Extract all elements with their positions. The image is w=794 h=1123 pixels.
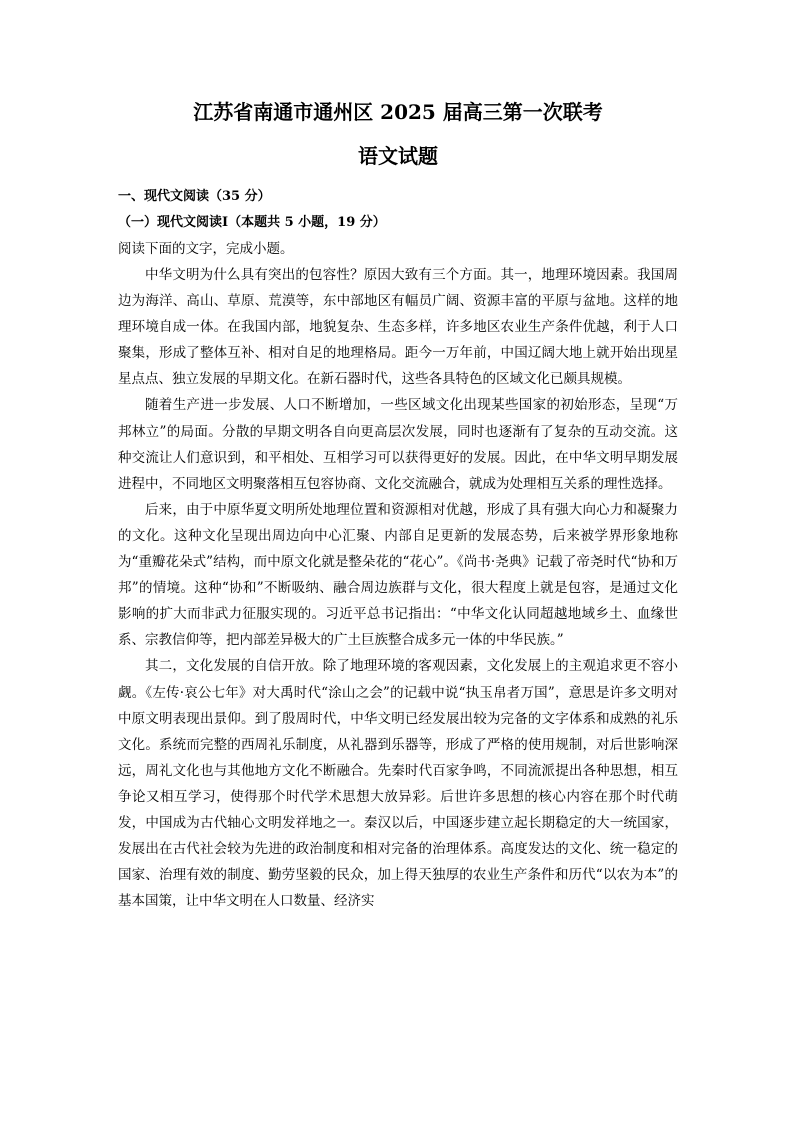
instruction-text: 阅读下面的文字，完成小题。 (118, 241, 294, 257)
subsection-heading: （一）现代文阅读Ⅰ（本题共 5 小题，19 分） (118, 215, 386, 230)
paragraph-1: 中华文明为什么具有突出的包容性？原因大致有三个方面。其一，地理环境因素。我国周边为海洋、高山、草原、荒漠等，东中部地区有幅员广阔、资源丰富的平原与盆地。这样的地理环境自成一体。在我国内部，地貌复杂、生态多样，许多地区农业生产条件优越，利于人口聚集，形成了整体互补、相对自足的地理格局。距今一万年前，中国辽阔大地上就开始出现星星点点、独立发展的早期文化。在新石器时代，这些各具特色的区域文化已颇具规模。 (118, 267, 678, 388)
section-heading: 一、现代文阅读（35 分） (118, 189, 271, 204)
paragraph-3: 后来，由于中原华夏文明所处地理位置和资源相对优越，形成了具有强大向心力和凝聚力的文化。这种文化呈现出周边向中心汇聚、内部自足更新的发展态势，后来被学界形象地称为“重瓣花朵式”结构，而中原文化就是整朵花的“花心”。《尚书·尧典》记载了帝尧时代“协和万邦”的情境。这种“协和”不断吸纳、融合周边族群与文化，很大程度上就是包容，是通过文化影响的扩大而非武力征服实现的。习近平总书记指出：“中华文化认同超越地域乡土、血缘世系、宗教信仰等，把内部差异极大的广土巨族整合成多元一体的中华民族。” (118, 501, 678, 649)
paragraph-2: 随着生产进一步发展、人口不断增加，一些区域文化出现某些国家的初始形态，呈现“万邦林立”的局面。分散的早期文明各自向更高层次发展，同时也逐渐有了复杂的互动交流。这种交流让人们意识到，和平相处、互相学习可以获得更好的发展。因此，在中华文明早期发展进程中，不同地区文明聚落相互包容协商、文化交流融合，就成为处理相互关系的理性选择。 (118, 397, 678, 492)
document-page (118, 98, 678, 914)
document-subtitle: 语文试题 (358, 144, 438, 168)
paragraph-4: 其二，文化发展的自信开放。除了地理环境的客观因素，文化发展上的主观追求更不容小觑。《左传·哀公七年》对大禹时代“涂山之会”的记载中说“执玉帛者万国”，意思是许多文明对中原文明表现出景仰。到了殷周时代，中华文明已经发展出较为完备的文字体系和成熟的礼乐文化。系统而完整的西周礼乐制度，从礼器到乐器等，形成了严格的使用规制，对后世影响深远，周礼文化也与其他地方文化不断融合。先秦时代百家争鸣，不同流派提出各种思想，相互争论又相互学习，使得那个时代学术思想大放异彩。后世许多思想的核心内容在那个时代萌发，中国成为古代轴心文明发祥地之一。秦汉以后，中国逐步建立起长期稳定的大一统国家，发展出在古代社会较为先进的政治制度和相对完备的治理体系。高度发达的文化、统一稳定的国家、治理有效的制度、勤劳坚毅的民众，加上得天独厚的农业生产条件和历代“以农为本”的基本国策，让中华文明在人口数量、经济实 (118, 658, 678, 910)
document-title: 江苏省南通市通州区 2025 届高三第一次联考 (193, 100, 603, 124)
